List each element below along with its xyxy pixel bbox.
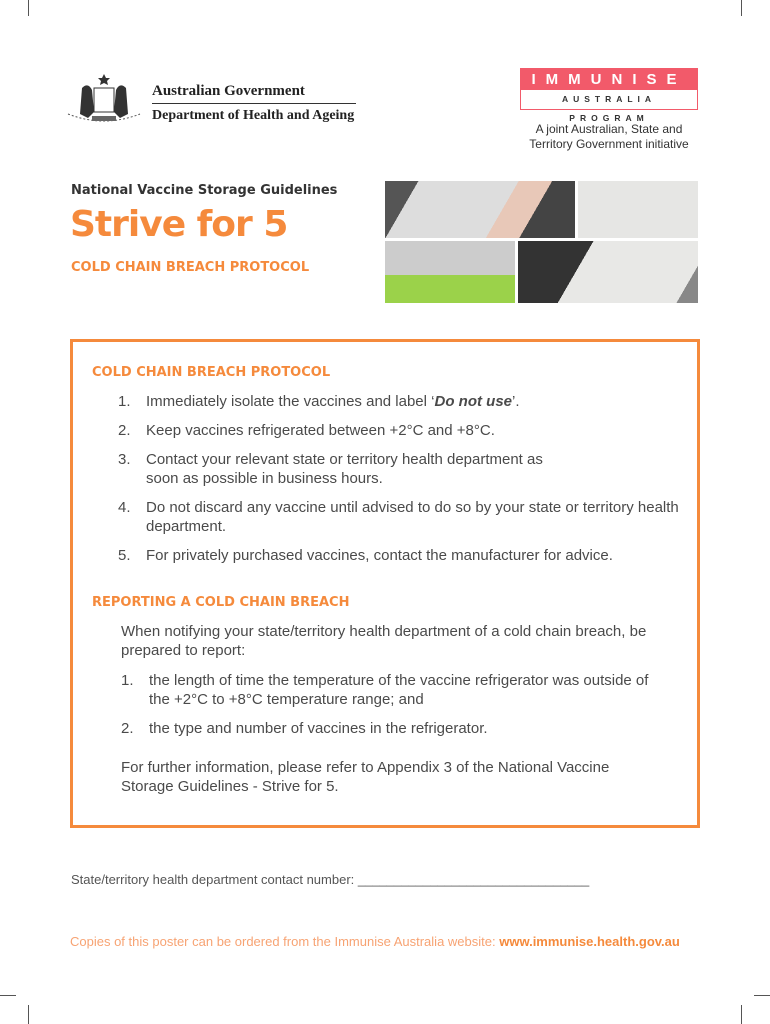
joint-initiative: A joint Australian, State and Territory Government initiative bbox=[529, 122, 689, 151]
item-number: 1. bbox=[121, 672, 134, 689]
reporting-intro: When notifying your state/territory health department of a cold chain breach, be prepared to report: bbox=[121, 623, 647, 659]
list-item bbox=[118, 546, 688, 565]
immunise-wordmark: IMMUNISE bbox=[521, 69, 697, 90]
kicker: National Vaccine Storage Guidelines bbox=[71, 183, 338, 198]
item-text: Keep vaccines refrigerated between +2°C and +8°C. bbox=[146, 422, 495, 439]
protocol-heading: COLD CHAIN BREACH PROTOCOL bbox=[92, 365, 331, 380]
crop-mark bbox=[0, 995, 16, 996]
reporting-list bbox=[121, 671, 691, 748]
item-number: 1. bbox=[118, 393, 131, 410]
list-item bbox=[118, 421, 688, 440]
department-name: Department of Health and Ageing bbox=[152, 108, 355, 123]
coat-of-arms-logo bbox=[62, 68, 146, 128]
item-number: 2. bbox=[118, 422, 131, 439]
list-item bbox=[118, 498, 688, 536]
copies-text: Copies of this poster can be ordered from the Immunise Australia website: bbox=[70, 934, 496, 949]
list-item bbox=[121, 671, 691, 709]
item-number: 2. bbox=[121, 720, 134, 737]
contact-number-field bbox=[71, 872, 589, 887]
item-text-post: ’. bbox=[512, 393, 520, 410]
crop-mark bbox=[741, 0, 742, 16]
item-number: 5. bbox=[118, 547, 131, 564]
immunise-subtitle: AUSTRALIA PROGRAM bbox=[561, 94, 657, 123]
item-text bbox=[146, 392, 520, 411]
item-number: 3. bbox=[118, 451, 131, 468]
list-item bbox=[121, 719, 691, 738]
copies-note bbox=[70, 934, 680, 949]
protocol-box bbox=[70, 339, 700, 828]
do-not-use-label: Do not use bbox=[434, 393, 512, 410]
crop-mark bbox=[754, 995, 770, 996]
item-text-pre: Immediately isolate the vaccines and label ‘ bbox=[146, 393, 435, 410]
page-subtitle: COLD CHAIN BREACH PROTOCOL bbox=[71, 260, 310, 275]
photo-vaccine-tray bbox=[518, 241, 698, 303]
divider bbox=[152, 103, 356, 104]
item-text: Do not discard any vaccine until advised to do so by your state or territory health department. bbox=[146, 499, 679, 535]
item-number: 4. bbox=[118, 499, 131, 516]
item-text: the length of time the temperature of the vaccine refrigerator was outside of the +2°C to +8°C temperature range; and bbox=[149, 672, 649, 708]
protocol-list bbox=[118, 392, 688, 575]
further-info: For further information, please refer to Appendix 3 of the National Vaccine Storage Guidelines - Strive for 5. bbox=[121, 759, 610, 795]
gov-name: Australian Government bbox=[152, 83, 305, 99]
reporting-heading: REPORTING A COLD CHAIN BREACH bbox=[92, 595, 350, 610]
list-item bbox=[118, 392, 688, 411]
list-item bbox=[118, 450, 688, 488]
website-link[interactable]: www.immunise.health.gov.au bbox=[499, 934, 680, 949]
immunise-logo bbox=[520, 68, 698, 123]
photo-vaccine-basket bbox=[385, 241, 515, 303]
photo-thermometer bbox=[578, 181, 698, 238]
item-text: Contact your relevant state or territory health department as soon as possible in business hours. bbox=[146, 451, 543, 487]
item-text: For privately purchased vaccines, contact the manufacturer for advice. bbox=[146, 547, 613, 564]
crop-mark bbox=[741, 1005, 742, 1024]
crop-mark bbox=[28, 0, 29, 16]
contact-label: State/territory health department contact number: bbox=[71, 872, 355, 887]
page-title: Strive for 5 bbox=[70, 204, 288, 245]
contact-blank[interactable]: ________________________________ bbox=[357, 872, 590, 887]
crop-mark bbox=[28, 1005, 29, 1024]
photo-collage bbox=[385, 181, 698, 303]
photo-fridge-clipboard bbox=[385, 181, 575, 238]
item-text: the type and number of vaccines in the refrigerator. bbox=[149, 720, 488, 737]
